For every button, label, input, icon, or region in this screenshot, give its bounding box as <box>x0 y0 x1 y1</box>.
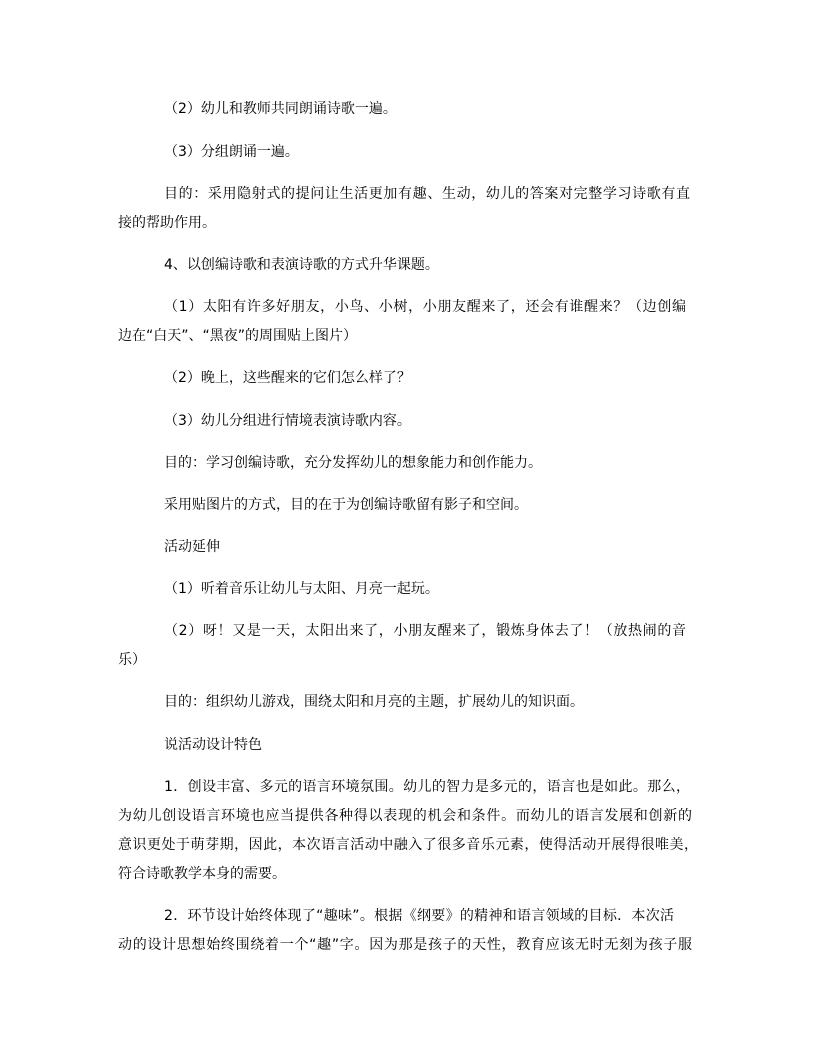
paragraph-line: （1）太阳有许多好朋友，小鸟、小树，小朋友醒来了，还会有谁醒来？（边创编 <box>164 299 686 315</box>
paragraph-line: （2）幼儿和教师共同朗诵诗歌一遍。 <box>164 101 397 117</box>
paragraph-line: 1．创设丰富、多元的语言环境氛围。幼儿的智力是多元的，语言也是如此。那么， <box>164 779 690 795</box>
paragraph-line: 意识更处于萌芽期，因此，本次语言活动中融入了很多音乐元素，使得活动开展得很唯美， <box>118 837 698 853</box>
paragraph-line: （2）呀！又是一天，太阳出来了，小朋友醒来了，锻炼身体去了！（放热闹的音 <box>164 623 686 639</box>
paragraph-line: 边在“白天”、“黑夜”的周围贴上图片） <box>118 328 358 344</box>
paragraph-line: 目的：学习创编诗歌，充分发挥幼儿的想象能力和创作能力。 <box>164 455 542 471</box>
paragraph-line: （3）幼儿分组进行情境表演诗歌内容。 <box>164 413 411 429</box>
paragraph-line: 4、以创编诗歌和表演诗歌的方式升华课题。 <box>164 257 439 273</box>
paragraph-line: 2．环节设计始终体现了“趣味”。根据《纲要》的精神和语言领域的目标．本次活 <box>164 908 674 924</box>
paragraph-line: 采用贴图片的方式，目的在于为创编诗歌留有影子和空间。 <box>164 497 528 513</box>
paragraph-line: 动的设计思想始终围绕着一个“趣”字。因为那是孩子的天性，教育应该无时无刻为孩子服 <box>118 937 692 953</box>
paragraph-line: 目的：组织幼儿游戏，围绕太阳和月亮的主题，扩展幼儿的知识面。 <box>164 694 584 710</box>
paragraph-line: （2）晚上，这些醒来的它们怎么样了？ <box>164 370 411 386</box>
section-heading: 活动延伸 <box>164 539 220 555</box>
paragraph-line: （3）分组朗诵一遍。 <box>164 144 299 160</box>
paragraph-line: （1）听着音乐让幼儿与太阳、月亮一起玩。 <box>164 581 439 597</box>
paragraph-line: 乐） <box>118 652 146 668</box>
paragraph-line: 为幼儿创设语言环境也应当提供各种得以表现的机会和条件。而幼儿的语言发展和创新的 <box>118 808 692 824</box>
paragraph-line: 目的：采用隐射式的提问让生活更加有趣、生动，幼儿的答案对完整学习诗歌有直 <box>164 186 690 202</box>
paragraph-line: 接的帮助作用。 <box>118 215 216 231</box>
section-heading: 说活动设计特色 <box>164 737 262 753</box>
paragraph-line: 符合诗歌教学本身的需要。 <box>118 866 286 882</box>
